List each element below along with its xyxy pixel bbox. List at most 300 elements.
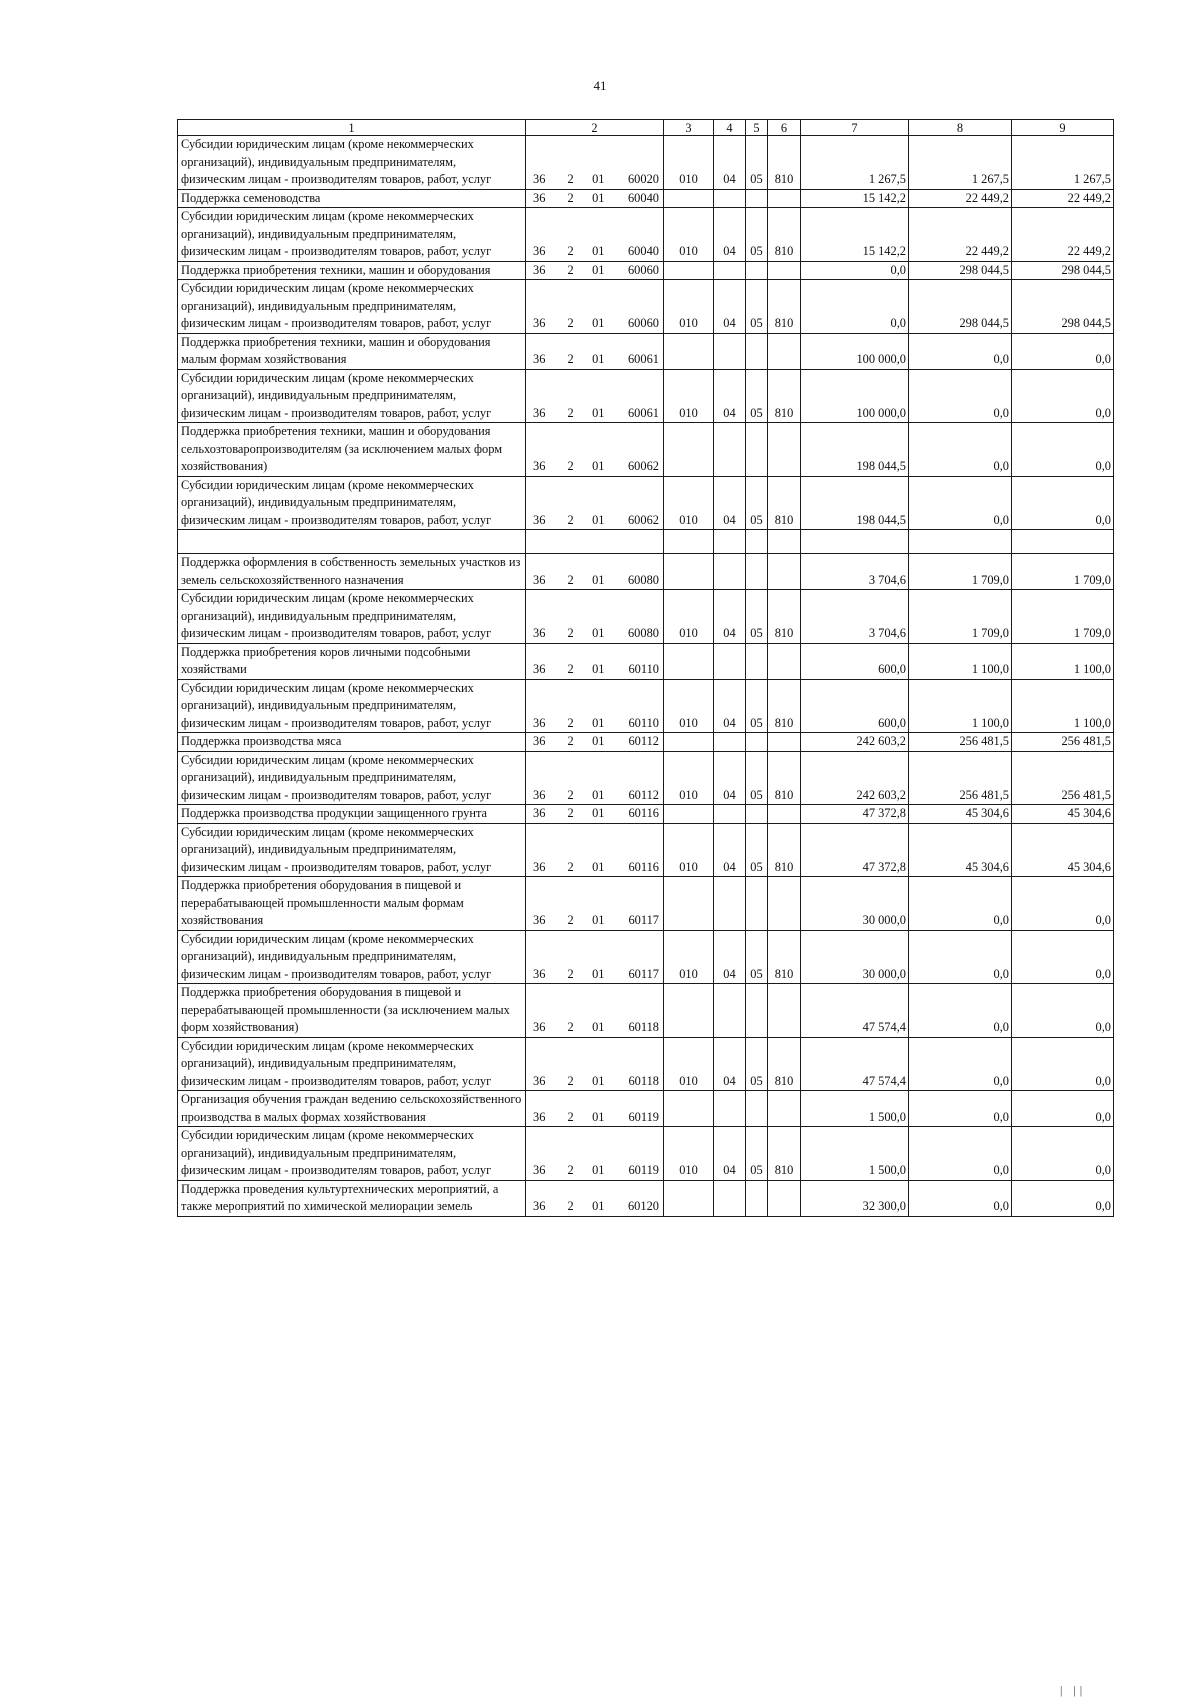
row-col-5 [746,733,768,752]
row-col-3: 010 [664,590,714,644]
code-part-4: 60080 [627,572,659,587]
code-part-2: 2 [567,405,574,420]
row-value-col-8: 0,0 [909,984,1012,1038]
table-row [178,1180,1114,1216]
header-cell-col-5: 5 [746,120,768,136]
row-col-3: 010 [664,476,714,530]
row-code [526,189,664,208]
row-name: Субсидии юридическим лицам (кроме некоммерческих организаций), индивидуальным предпринимателям, физическим лицам - производителям товаров, работ, услуг [178,823,526,877]
code-parts [526,859,663,877]
row-value-col-9: 0,0 [1012,1037,1114,1091]
row-value-col-7: 600,0 [801,679,909,733]
code-part-1: 36 [533,1073,546,1088]
code-part-4: 60040 [627,244,659,258]
code-part-3: 01 [592,352,605,366]
code-part-3: 01 [592,662,605,676]
scan-marks: | || [1060,1683,1087,1697]
row-value-col-7: 1 500,0 [801,1127,909,1181]
code-part-4: 60116 [628,806,659,820]
code-parts [526,458,663,476]
row-name: Субсидии юридическим лицам (кроме некоммерческих организаций), индивидуальным предпринимателям, физическим лицам - производителям товаров, работ, услуг [178,369,526,423]
row-value-col-9: 45 304,6 [1012,823,1114,877]
table-row [178,679,1114,733]
row-code [526,1037,664,1091]
row-col-6 [768,643,801,679]
header-cell-col-8: 8 [909,120,1012,136]
row-col-4 [714,984,746,1038]
row-value-col-9: 22 449,2 [1012,208,1114,262]
spacer-cell [714,530,746,554]
row-name: Субсидии юридическим лицам (кроме некоммерческих организаций), индивидуальным предпринимателям, физическим лицам - производителям товаров, работ, услуг [178,280,526,334]
row-code [526,1127,664,1181]
code-part-4: 60117 [628,913,659,927]
code-part-2: 2 [567,715,574,730]
table-row [178,136,1114,190]
row-col-6 [768,1091,801,1127]
row-name: Субсидии юридическим лицам (кроме некоммерческих организаций), индивидуальным предпринимателям, физическим лицам - производителям товаров, работ, услуг [178,930,526,984]
code-part-4: 60061 [627,352,659,366]
row-code [526,805,664,824]
table-row [178,208,1114,262]
row-value-col-9: 0,0 [1012,1180,1114,1216]
code-part-4: 60117 [628,966,659,981]
row-value-col-8: 298 044,5 [909,261,1012,280]
code-part-4: 60061 [627,405,659,420]
row-col-6 [768,805,801,824]
code-part-3: 01 [592,1199,605,1213]
spacer-cell [178,530,526,554]
code-part-4: 60112 [628,734,659,748]
row-col-6 [768,984,801,1038]
row-col-4: 04 [714,136,746,190]
row-value-col-7: 100 000,0 [801,369,909,423]
row-value-col-7: 15 142,2 [801,189,909,208]
code-part-1: 36 [533,190,546,205]
row-value-col-7: 1 500,0 [801,1091,909,1127]
row-name: Субсидии юридическим лицам (кроме некоммерческих организаций), индивидуальным предпринимателям, физическим лицам - производителям товаров, работ, услуг [178,1037,526,1091]
code-part-1: 36 [533,172,546,186]
row-value-col-9: 0,0 [1012,333,1114,369]
code-part-4: 60112 [628,787,659,802]
row-col-4: 04 [714,369,746,423]
header-row [178,120,1114,136]
code-part-3: 01 [592,734,605,748]
row-col-3: 010 [664,369,714,423]
header-cell-col-4: 4 [714,120,746,136]
code-part-1: 36 [533,352,546,366]
row-value-col-8: 0,0 [909,423,1012,477]
code-part-1: 36 [533,913,546,927]
row-col-4: 04 [714,280,746,334]
code-part-4: 60118 [628,1020,659,1034]
row-name: Субсидии юридическим лицам (кроме некоммерческих организаций), индивидуальным предпринимателям, физическим лицам - производителям товаров, работ, услуг [178,136,526,190]
row-value-col-9: 1 267,5 [1012,136,1114,190]
code-part-1: 36 [533,734,546,748]
row-value-col-9: 0,0 [1012,877,1114,931]
code-part-4: 60040 [627,190,659,205]
row-value-col-8: 1 100,0 [909,643,1012,679]
code-parts [526,512,663,530]
code-part-2: 2 [567,190,574,205]
code-part-1: 36 [533,1163,546,1177]
code-parts [526,171,663,189]
table-row [178,476,1114,530]
row-value-col-9: 0,0 [1012,369,1114,423]
row-code [526,208,664,262]
row-col-6: 810 [768,679,801,733]
row-name: Поддержка приобретения коров личными подсобными хозяйствами [178,643,526,679]
row-col-5 [746,805,768,824]
row-code [526,643,664,679]
code-parts [526,912,663,930]
row-value-col-9: 1 100,0 [1012,679,1114,733]
row-code [526,1091,664,1127]
code-part-2: 2 [567,734,574,748]
row-value-col-8: 1 709,0 [909,554,1012,590]
row-name: Субсидии юридическим лицам (кроме некоммерческих организаций), индивидуальным предпринимателям, физическим лицам - производителям товаров, работ, услуг [178,751,526,805]
spacer-cell [746,530,768,554]
table-row [178,984,1114,1038]
row-name: Поддержка проведения культуртехнических мероприятий, а также мероприятий по химической мелиорации земель [178,1180,526,1216]
code-part-3: 01 [592,913,605,927]
code-part-1: 36 [533,787,546,802]
row-name: Поддержка производства продукции защищенного грунта [178,805,526,824]
table-row [178,733,1114,752]
table-row [178,751,1114,805]
row-col-6: 810 [768,208,801,262]
row-col-5: 05 [746,590,768,644]
code-parts [526,1198,663,1216]
row-value-col-8: 1 709,0 [909,590,1012,644]
row-value-col-8: 45 304,6 [909,823,1012,877]
row-col-4: 04 [714,208,746,262]
table-row [178,930,1114,984]
row-col-3 [664,1091,714,1127]
row-value-col-9: 0,0 [1012,423,1114,477]
row-value-col-9: 0,0 [1012,930,1114,984]
row-value-col-7: 100 000,0 [801,333,909,369]
spacer-cell [1012,530,1114,554]
row-value-col-8: 0,0 [909,877,1012,931]
table-row [178,554,1114,590]
row-col-3: 010 [664,823,714,877]
code-part-2: 2 [567,1020,574,1034]
code-part-2: 2 [567,262,574,277]
row-col-4: 04 [714,679,746,733]
row-col-6: 810 [768,369,801,423]
code-part-1: 36 [533,262,546,277]
row-name: Субсидии юридическим лицам (кроме некоммерческих организаций), индивидуальным предпринимателям, физическим лицам - производителям товаров, работ, услуг [178,208,526,262]
row-col-4 [714,877,746,931]
code-part-3: 01 [592,859,605,874]
row-col-3 [664,877,714,931]
row-value-col-7: 198 044,5 [801,476,909,530]
row-value-col-7: 47 574,4 [801,1037,909,1091]
row-col-6: 810 [768,751,801,805]
row-col-6: 810 [768,280,801,334]
row-col-5 [746,984,768,1038]
row-col-5: 05 [746,930,768,984]
code-part-3: 01 [592,1020,605,1034]
row-code [526,751,664,805]
header-cell-col-7: 7 [801,120,909,136]
row-code [526,877,664,931]
code-part-2: 2 [567,806,574,820]
row-value-col-7: 30 000,0 [801,930,909,984]
code-parts [526,1109,663,1127]
row-value-col-9: 0,0 [1012,1091,1114,1127]
code-part-3: 01 [592,190,605,205]
code-part-2: 2 [567,913,574,927]
row-col-3: 010 [664,679,714,733]
row-col-3 [664,333,714,369]
row-name: Субсидии юридическим лицам (кроме некоммерческих организаций), индивидуальным предпринимателям, физическим лицам - производителям товаров, работ, услуг [178,679,526,733]
table-row [178,261,1114,280]
row-col-3 [664,261,714,280]
code-part-4: 60020 [627,172,659,186]
row-code [526,333,664,369]
row-value-col-9: 298 044,5 [1012,280,1114,334]
spacer-cell [526,530,664,554]
row-value-col-9: 1 100,0 [1012,643,1114,679]
row-col-5 [746,554,768,590]
header-cell-col-3: 3 [664,120,714,136]
code-part-3: 01 [592,459,605,473]
row-value-col-7: 47 574,4 [801,984,909,1038]
row-code [526,984,664,1038]
code-part-3: 01 [592,316,605,330]
row-col-6 [768,1180,801,1216]
row-value-col-8: 22 449,2 [909,189,1012,208]
row-col-4 [714,733,746,752]
code-part-3: 01 [592,512,605,527]
code-part-3: 01 [592,626,605,640]
row-value-col-8: 0,0 [909,1091,1012,1127]
code-part-4: 60060 [627,262,659,277]
code-parts [526,661,663,679]
row-value-col-9: 1 709,0 [1012,590,1114,644]
code-part-4: 60116 [628,859,659,874]
row-col-4 [714,1091,746,1127]
row-value-col-9: 0,0 [1012,984,1114,1038]
code-part-1: 36 [533,459,546,473]
row-value-col-9: 298 044,5 [1012,261,1114,280]
table-row [178,189,1114,208]
row-col-4: 04 [714,1127,746,1181]
row-col-3 [664,423,714,477]
row-name: Поддержка приобретения оборудования в пищевой и перерабатывающей промышленности (за исключением малых форм хозяйствования) [178,984,526,1038]
row-col-5: 05 [746,476,768,530]
table-row [178,1091,1114,1127]
row-col-3: 010 [664,1127,714,1181]
code-parts [526,1073,663,1091]
row-value-col-9: 22 449,2 [1012,189,1114,208]
row-col-6 [768,423,801,477]
code-parts [526,787,663,805]
code-parts [526,805,663,823]
row-col-5 [746,261,768,280]
code-part-2: 2 [567,244,574,258]
code-part-2: 2 [567,1199,574,1213]
row-col-4: 04 [714,823,746,877]
row-value-col-8: 0,0 [909,1037,1012,1091]
code-part-4: 60060 [627,316,659,330]
row-value-col-7: 47 372,8 [801,805,909,824]
code-parts [526,351,663,369]
code-part-3: 01 [592,966,605,981]
code-parts [526,315,663,333]
table-row [178,823,1114,877]
row-col-6: 810 [768,823,801,877]
row-value-col-7: 242 603,2 [801,733,909,752]
row-col-5: 05 [746,823,768,877]
row-col-5: 05 [746,679,768,733]
code-part-3: 01 [592,172,605,186]
code-parts [526,405,663,423]
code-part-1: 36 [533,966,546,981]
row-col-5: 05 [746,751,768,805]
row-value-col-7: 242 603,2 [801,751,909,805]
row-col-6 [768,733,801,752]
code-part-1: 36 [533,512,546,527]
code-parts [526,733,663,751]
row-col-6 [768,554,801,590]
row-col-5: 05 [746,208,768,262]
code-parts [526,1162,663,1180]
row-value-col-8: 0,0 [909,1180,1012,1216]
row-code [526,476,664,530]
code-part-3: 01 [592,715,605,730]
row-code [526,280,664,334]
row-value-col-8: 0,0 [909,369,1012,423]
code-part-3: 01 [592,262,605,277]
row-value-col-9: 45 304,6 [1012,805,1114,824]
code-part-2: 2 [567,662,574,676]
row-col-3: 010 [664,136,714,190]
row-value-col-8: 0,0 [909,1127,1012,1181]
row-value-col-9: 1 709,0 [1012,554,1114,590]
code-part-4: 60110 [628,715,659,730]
row-value-col-8: 256 481,5 [909,733,1012,752]
row-value-col-7: 15 142,2 [801,208,909,262]
row-col-4 [714,554,746,590]
row-value-col-7: 3 704,6 [801,554,909,590]
code-part-2: 2 [567,787,574,802]
table-row [178,805,1114,824]
code-part-4: 60080 [627,626,659,640]
code-part-1: 36 [533,316,546,330]
row-name: Поддержка приобретения техники, машин и оборудования малым формам хозяйствования [178,333,526,369]
row-value-col-8: 0,0 [909,476,1012,530]
code-part-4: 60110 [628,662,659,676]
row-code [526,136,664,190]
row-col-5 [746,423,768,477]
code-part-2: 2 [567,172,574,186]
code-part-1: 36 [533,662,546,676]
code-part-3: 01 [592,787,605,802]
spacer-cell [664,530,714,554]
code-part-2: 2 [567,966,574,981]
header-cell-col-6: 6 [768,120,801,136]
row-col-4: 04 [714,590,746,644]
code-parts [526,715,663,733]
spacer-cell [801,530,909,554]
row-name: Субсидии юридическим лицам (кроме некоммерческих организаций), индивидуальным предпринимателям, физическим лицам - производителям товаров, работ, услуг [178,590,526,644]
row-value-col-9: 256 481,5 [1012,751,1114,805]
row-code [526,823,664,877]
row-value-col-8: 1 267,5 [909,136,1012,190]
code-part-1: 36 [533,715,546,730]
row-col-4: 04 [714,476,746,530]
row-name: Поддержка оформления в собственность земельных участков из земель сельскохозяйственного назначения [178,554,526,590]
row-value-col-7: 30 000,0 [801,877,909,931]
code-part-2: 2 [567,859,574,874]
code-part-4: 60062 [627,512,659,527]
table-row [178,643,1114,679]
row-col-4 [714,805,746,824]
row-col-3: 010 [664,930,714,984]
row-col-4: 04 [714,1037,746,1091]
table-row [178,333,1114,369]
row-code [526,261,664,280]
table-row [178,877,1114,931]
code-part-3: 01 [592,1073,605,1088]
row-col-4 [714,643,746,679]
spacer-row [178,530,1114,554]
row-name: Поддержка приобретения техники, машин и оборудования [178,261,526,280]
row-col-4 [714,261,746,280]
row-name: Поддержка семеноводства [178,189,526,208]
row-col-6: 810 [768,136,801,190]
row-col-5 [746,877,768,931]
table-row [178,1127,1114,1181]
row-col-5: 05 [746,1127,768,1181]
table-body [178,120,1114,1217]
code-part-2: 2 [567,572,574,587]
row-col-4: 04 [714,751,746,805]
row-col-4 [714,423,746,477]
row-col-3 [664,805,714,824]
row-col-5 [746,1180,768,1216]
row-col-4 [714,189,746,208]
table-row [178,369,1114,423]
code-part-1: 36 [533,806,546,820]
code-part-4: 60120 [627,1199,659,1213]
row-col-6 [768,189,801,208]
row-code [526,930,664,984]
code-part-1: 36 [533,1020,546,1034]
spacer-cell [768,530,801,554]
row-value-col-8: 298 044,5 [909,280,1012,334]
row-code [526,590,664,644]
row-value-col-7: 600,0 [801,643,909,679]
code-part-2: 2 [567,316,574,330]
row-col-3 [664,554,714,590]
row-value-col-9: 0,0 [1012,476,1114,530]
row-col-3 [664,189,714,208]
row-col-6 [768,877,801,931]
row-col-6: 810 [768,1037,801,1091]
row-col-5: 05 [746,136,768,190]
row-col-6: 810 [768,930,801,984]
table-row [178,423,1114,477]
row-col-5 [746,1091,768,1127]
row-name: Поддержка производства мяса [178,733,526,752]
row-value-col-7: 32 300,0 [801,1180,909,1216]
code-part-2: 2 [567,1163,574,1177]
code-part-1: 36 [533,1109,546,1124]
row-name: Поддержка приобретения техники, машин и оборудования сельхозтоваропроизводителям (за исключением малых форм хозяйствования) [178,423,526,477]
